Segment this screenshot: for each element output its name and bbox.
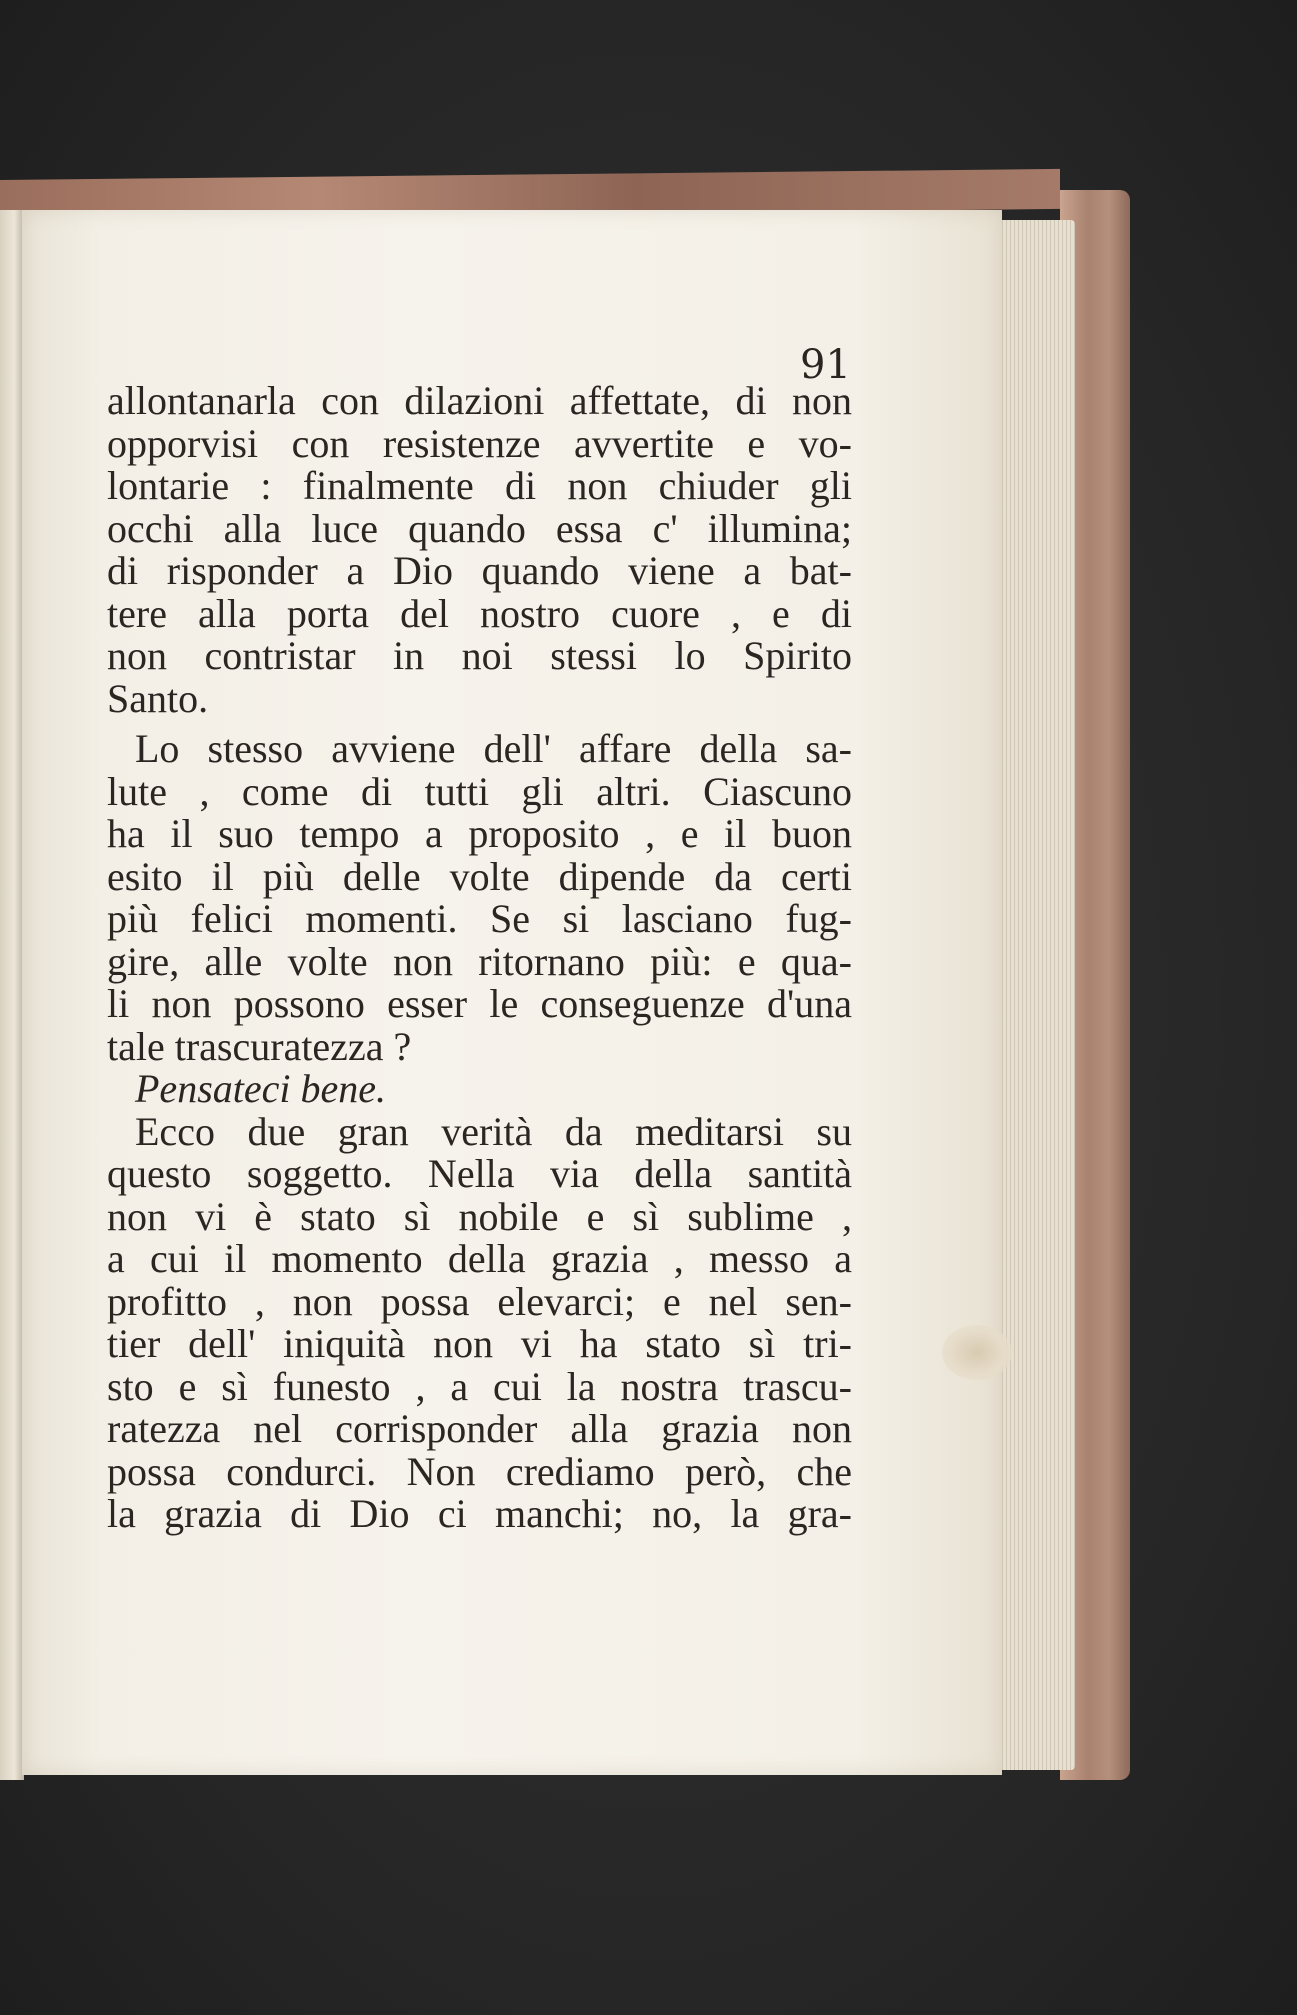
text-line: possa condurci. Non crediamo però, che bbox=[107, 1448, 852, 1494]
text-line: profitto , non possa elevarci; e nel sen- bbox=[107, 1278, 852, 1324]
text-line: di risponder a Dio quando viene a bat- bbox=[107, 548, 852, 593]
text-line: lontarie : finalmente di non chiuder gli bbox=[107, 463, 852, 508]
text-line: la grazia di Dio ci manchi; no, la gra- bbox=[107, 1491, 852, 1536]
text-line: li non possono esser le conseguenze d'una bbox=[107, 981, 852, 1026]
text-line: opporvisi con resistenze avvertite e vo- bbox=[107, 420, 852, 466]
text-line: allontanarla con dilazioni affettate, di non bbox=[107, 378, 852, 423]
text-line: lute , come di tutti gli altri. Ciascuno bbox=[107, 768, 852, 814]
text-line: Santo. bbox=[107, 675, 209, 721]
text-line: tere alla porta del nostro cuore , e di bbox=[107, 590, 852, 636]
text-line: questo soggetto. Nella via della santità bbox=[107, 1151, 852, 1196]
text-line: Pensateci bene. bbox=[135, 1066, 386, 1111]
text-line: gire, alle volte non ritornano più: e qua- bbox=[107, 938, 852, 984]
text-line: tale trascuratezza ? bbox=[107, 1023, 412, 1069]
text-line: non vi è stato sì nobile e sì sublime , bbox=[107, 1193, 852, 1239]
open-book bbox=[0, 180, 1130, 1790]
page-text bbox=[107, 380, 852, 1536]
text-line: più felici momenti. Se si lasciano fug- bbox=[107, 896, 852, 941]
text-line: occhi alla luce quando essa c' illumina; bbox=[107, 505, 852, 551]
left-page-strip bbox=[0, 210, 24, 1780]
text-line: tier dell' iniquità non vi ha stato sì tri- bbox=[107, 1321, 852, 1366]
book-page bbox=[22, 210, 1002, 1775]
page-edges bbox=[995, 220, 1075, 1770]
text-line: Lo stesso avviene dell' affare della sa- bbox=[135, 726, 852, 771]
text-line: Ecco due gran verità da meditarsi su bbox=[135, 1108, 852, 1154]
text-line: a cui il momento della grazia , messo a bbox=[107, 1236, 852, 1281]
text-line: ha il suo tempo a proposito , e il buon bbox=[107, 811, 852, 856]
text-line: sto e sì funesto , a cui la nostra trascu- bbox=[107, 1363, 852, 1409]
text-line: ratezza nel corrisponder alla grazia non bbox=[107, 1406, 852, 1451]
text-line: esito il più delle volte dipende da certi bbox=[107, 853, 852, 899]
text-line: non contristar in noi stessi lo Spirito bbox=[107, 633, 852, 678]
paper-stain bbox=[942, 1325, 1012, 1380]
page-number: 91 bbox=[800, 342, 851, 388]
